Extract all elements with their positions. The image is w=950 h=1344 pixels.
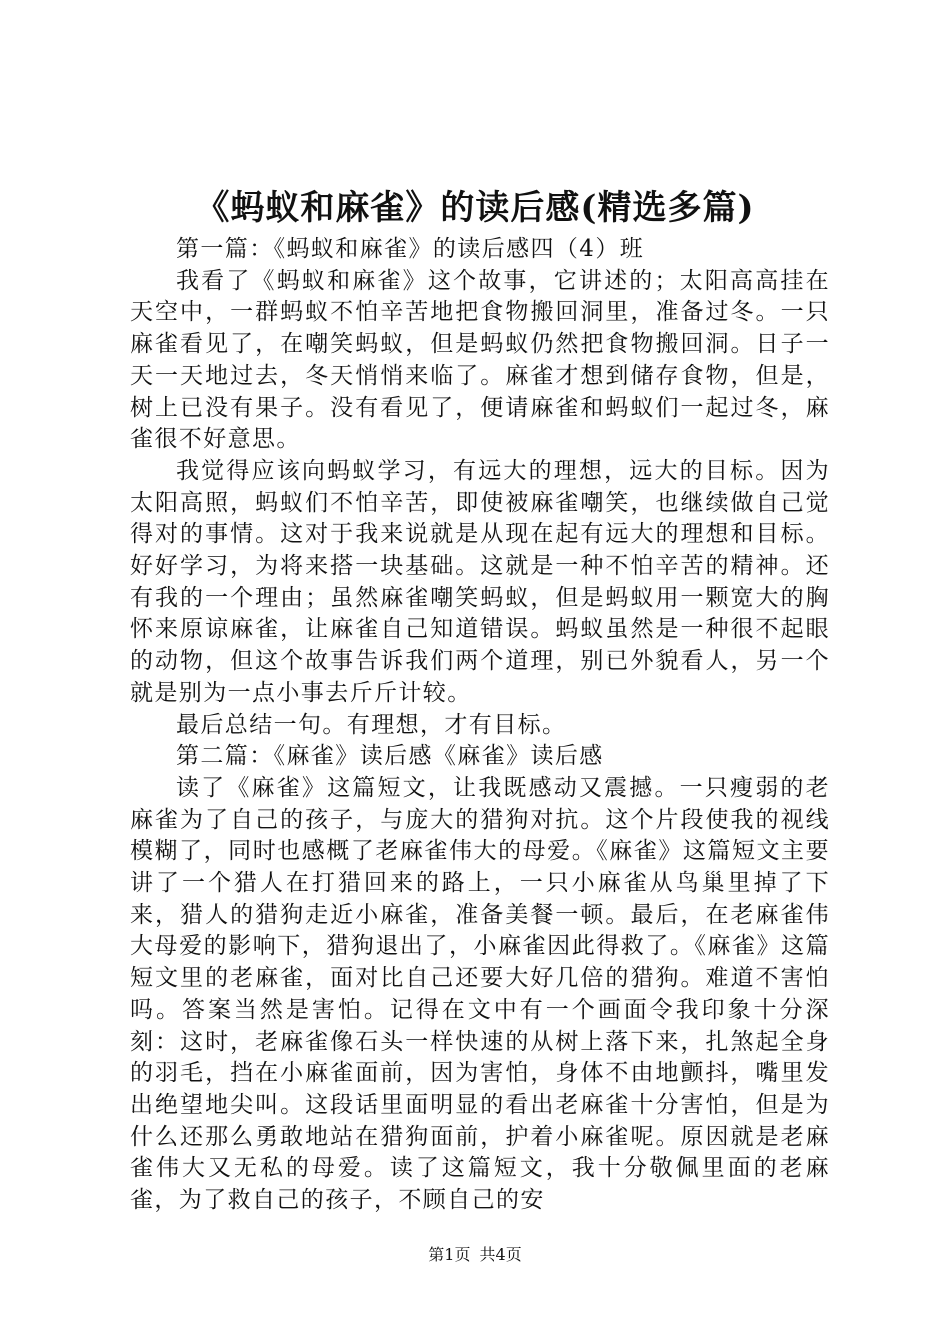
page-total: 共4页 bbox=[479, 1245, 522, 1264]
paragraph: 最后总结一句。有理想，才有目标。 bbox=[176, 711, 567, 738]
paragraph: 读了《麻雀》这篇短文，让我既感动又震撼。一只瘦弱的老麻雀为了自己的孩子，与庞大的猎狗对抗。这个片段使我的视线模糊了，同时也感概了老麻雀伟大的母爱。《麻雀》这篇短文主要讲了一个猎人在打猎回来的路上，一只小麻雀从鸟巢里掉了下来，猎人的猎狗走近小麻雀，准备美餐一顿。最后，在老麻雀伟大母爱的影响下，猎狗退出了，小麻雀因此得救了。《麻雀》这篇短文里的老麻雀，面对比自己还要大好几倍的猎狗。难道不害怕吗。答案当然是害怕。记得在文中有一个画面令我印象十分深刻：这时，老麻雀像石头一样快速的从树上落下来，扎煞起全身的羽毛，挡在小麻雀面前，因为害怕，身体不由地颤抖，嘴里发出绝望地尖叫。这段话里面明显的看出老麻雀十分害怕，但是为什么还那么勇敢地站在猎狗面前，护着小麻雀呢。原因就是老麻雀伟大又无私的母爱。读了这篇短文，我十分敬佩里面的老麻雀，为了救自己的孩子，不顾自己的安 bbox=[130, 774, 830, 1214]
page-footer bbox=[0, 1244, 950, 1266]
document-body bbox=[130, 234, 830, 1217]
paragraph: 我觉得应该向蚂蚁学习，有远大的理想，远大的目标。因为太阳高照，蚂蚁们不怕辛苦，即使被麻雀嘲笑，也继续做自己觉得对的事情。这对于我来说就是从现在起有远大的理想和目标。好好学习，为将来搭一块基础。这就是一种不怕辛苦的精神。还有我的一个理由；虽然麻雀嘲笑蚂蚁，但是蚂蚁用一颗宽大的胸怀来原谅麻雀，让麻雀自己知道错误。蚂蚁虽然是一种很不起眼的动物，但这个故事告诉我们两个道理，别已外貌看人，另一个就是别为一点小事去斤斤计较。 bbox=[130, 457, 830, 706]
section-heading-1: 第一篇：《蚂蚁和麻雀》的读后感四（4）班 bbox=[176, 236, 645, 262]
paragraph: 我看了《蚂蚁和麻雀》这个故事，它讲述的；太阳高高挂在天空中，一群蚂蚁不怕辛苦地把食物搬回洞里，准备过冬。一只麻雀看见了，在嘲笑蚂蚁，但是蚂蚁仍然把食物搬回洞。日子一天一天地过去，冬天悄悄来临了。麻雀才想到储存食物，但是，树上已没有果子。没有看见了，便请麻雀和蚂蚁们一起过冬，麻雀很不好意思。 bbox=[130, 267, 830, 453]
document-title: 《蚂蚁和麻雀》的读后感(精选多篇) bbox=[195, 188, 755, 228]
page-number: 第1页 bbox=[428, 1245, 471, 1264]
section-heading-2: 第二篇：《麻雀》读后感《麻雀》读后感 bbox=[176, 743, 604, 770]
